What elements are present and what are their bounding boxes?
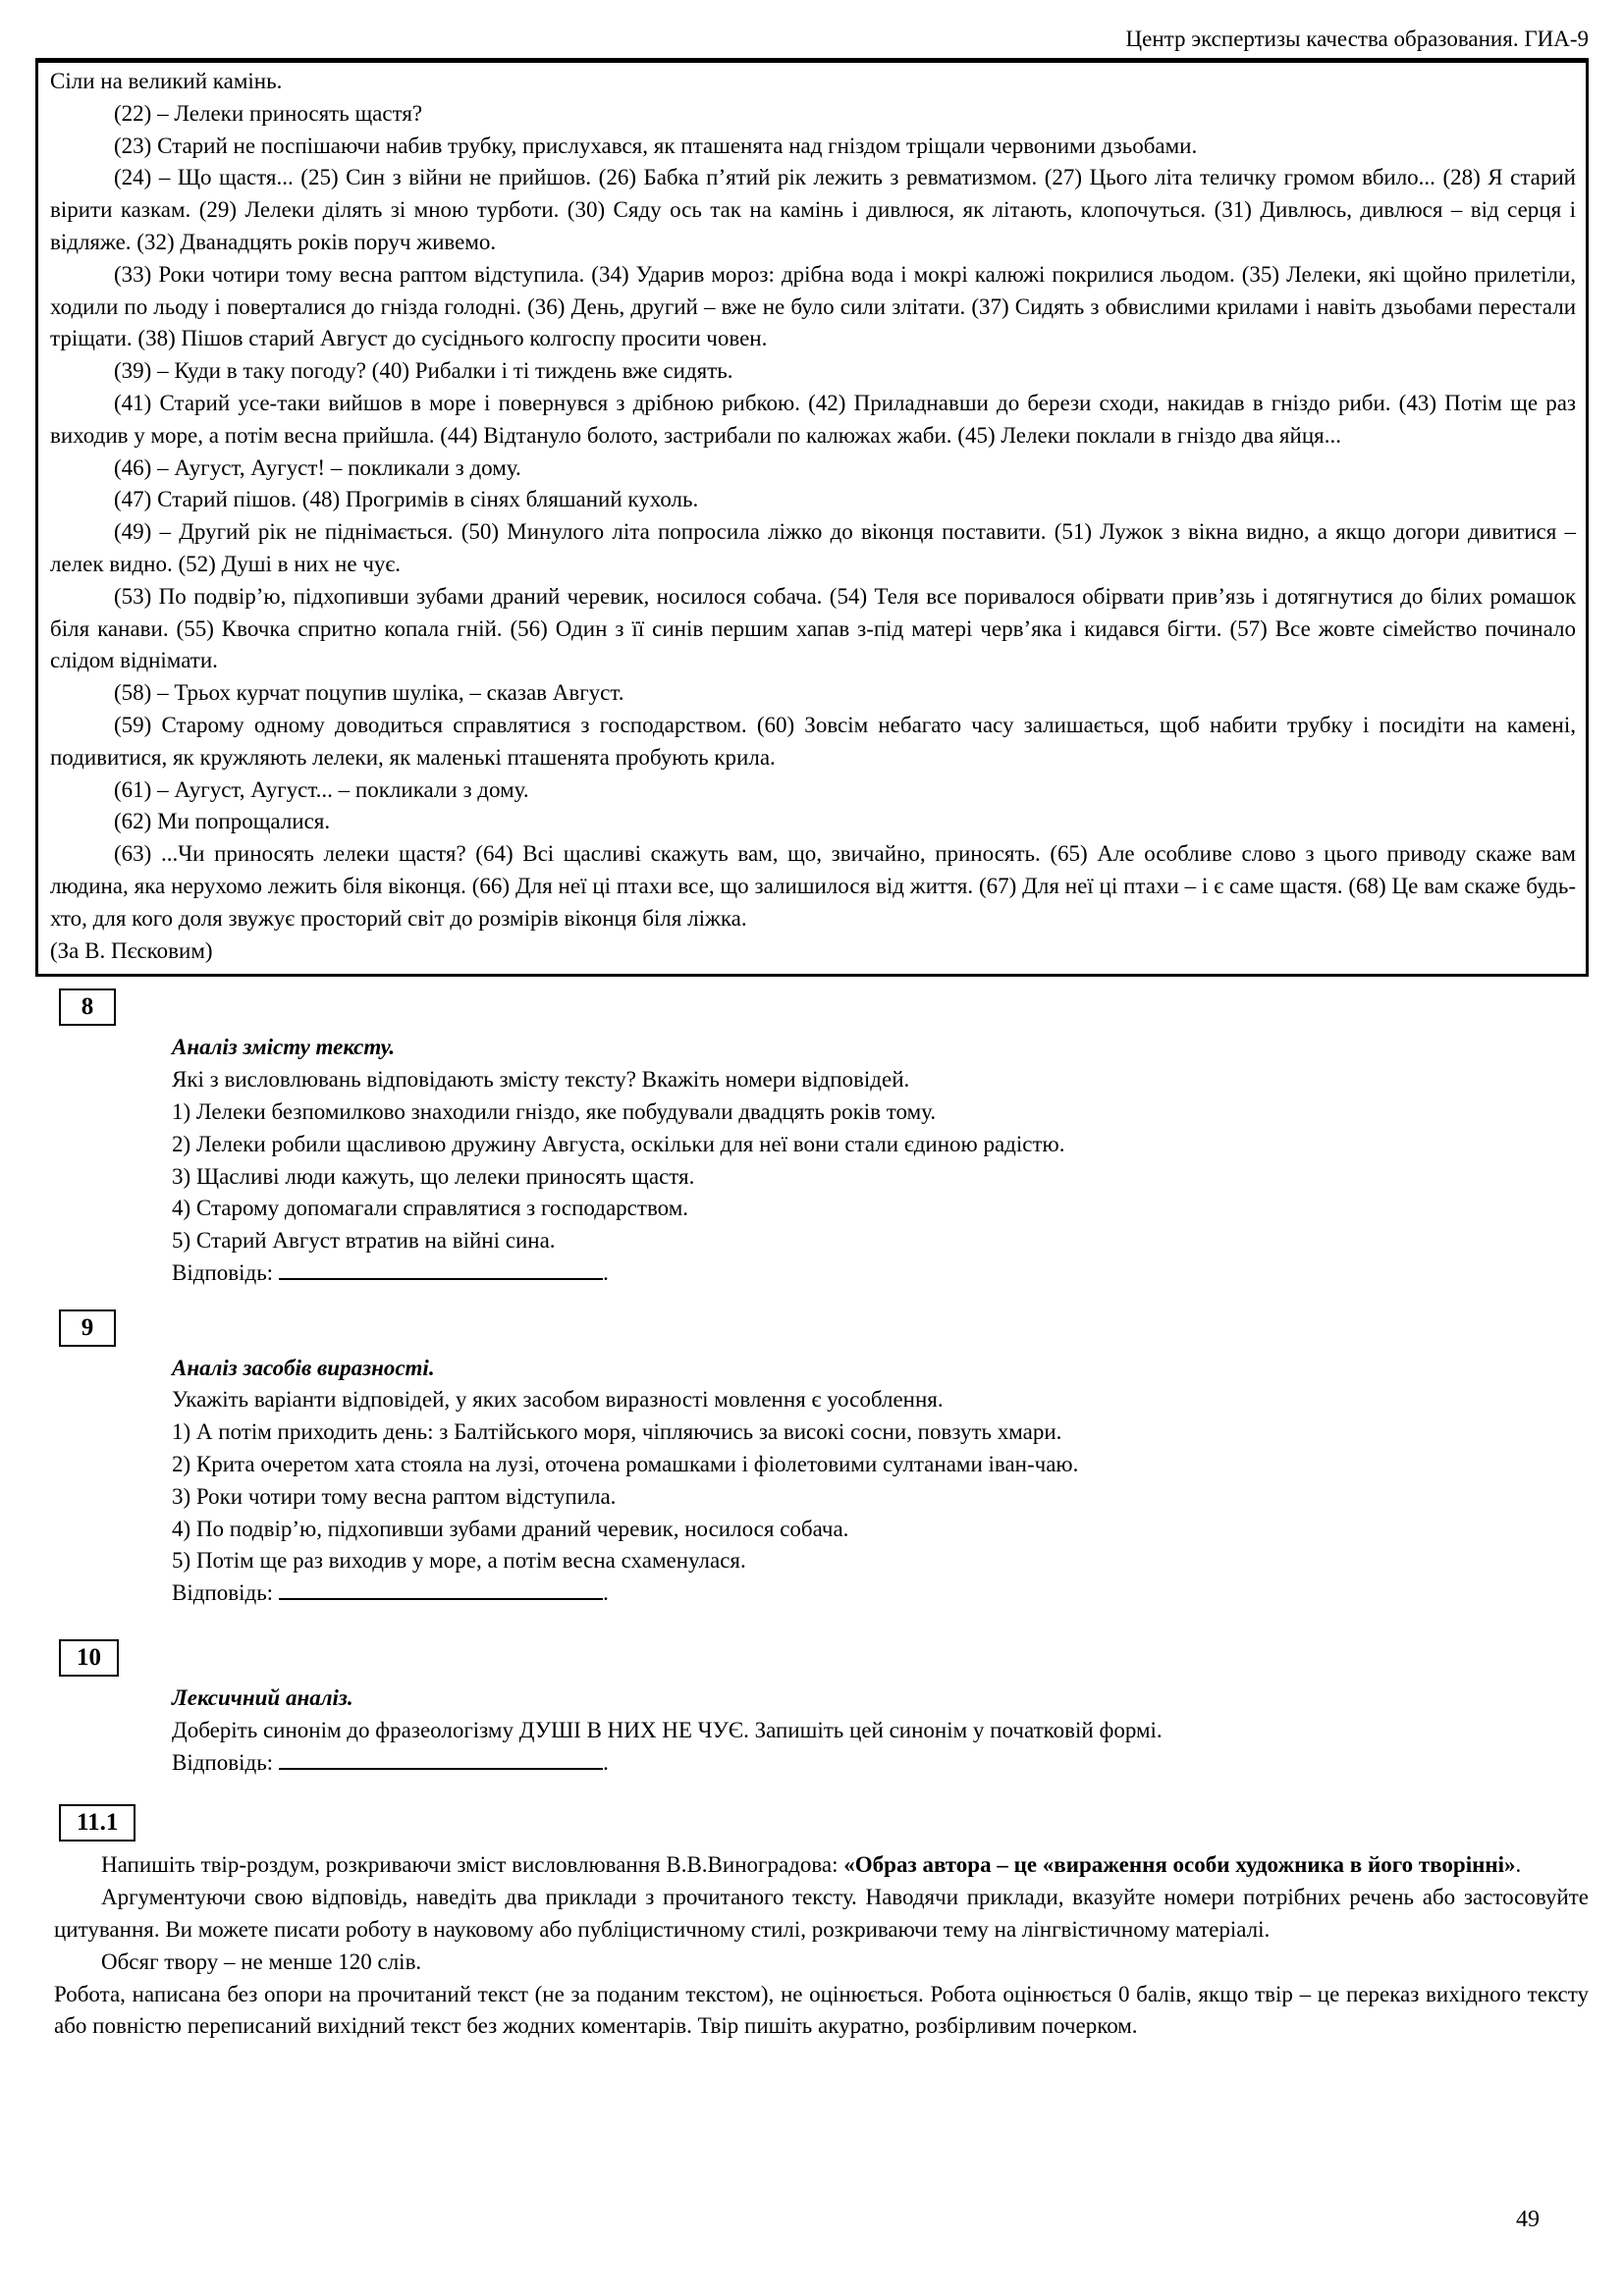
passage-paragraph: (61) – Аугуст, Аугуст... – покликали з дому.	[114, 776, 529, 802]
question-options	[172, 1416, 1589, 1577]
question-body	[172, 1682, 1589, 1779]
question-title: Лексичний аналіз.	[172, 1685, 353, 1711]
question-number: 11.1	[77, 1809, 119, 1837]
passage-paragraph: (58) – Трьох курчат поцупив шуліка, – сказав Август.	[114, 680, 624, 706]
answer-label: Відповідь:	[172, 1259, 274, 1285]
answer-blank	[279, 1584, 603, 1600]
passage-paragraph: (41) Старий усе-таки вийшов в море і повернувся з дрібною рибкою. (42) Приладнавши до берези сходи, накидав в гніздо риби. (43) Потім ще раз виходив у море, а потім весна прийшла. (44) Відтануло болото, застрибали по калюжах жаби. (45) Лелеки поклали в гніздо два яйця...	[50, 390, 1576, 448]
question-10-section	[35, 1639, 1589, 1779]
document-header: Центр экспертизы качества образования. ГИА-9	[1125, 27, 1589, 51]
essay-paragraph: Робота, написана без опори на прочитаний текст (не за поданим текстом), не оцінюється. Робота оцінюється 0 балів, якщо твір – це переказ вихідного тексту або повністю переписаний вихідний текст без жодних коментарів. Твір пишіть акуратно, розбірливим почерком.	[54, 1981, 1589, 2039]
passage-paragraph: (49) – Другий рік не піднімається. (50) Минулого літа попросила ліжко до віконця поставити. (51) Лужок з вікна видно, а якщо догори дивитися – лелек видно. (52) Душі в них не чує.	[50, 519, 1576, 576]
essay-intro-paragraph	[54, 1849, 1589, 1882]
question-9-section	[35, 1309, 1589, 1610]
passage-paragraph: (46) – Аугуст, Аугуст! – покликали з дому.	[114, 454, 521, 480]
answer-period: .	[603, 1749, 609, 1775]
essay-paragraphs	[54, 1882, 1589, 2043]
answer-label: Відповідь:	[172, 1580, 274, 1606]
essay-intro-text: Напишіть твір-роздум, розкриваючи зміст висловлювання В.В.Виноградова:	[101, 1852, 844, 1878]
answer-option: 2) Лелеки робили щасливою дружину Августа, оскільки для неї вони стали єдиною радістю.	[172, 1131, 1065, 1156]
essay-body	[54, 1849, 1589, 2043]
passage-paragraph: Сіли на великий камінь.	[50, 69, 283, 93]
question-number: 9	[81, 1313, 94, 1341]
essay-intro-quote: «Образ автора – це «вираження особи художника в його творінні»	[843, 1852, 1516, 1878]
answer-label: Відповідь:	[172, 1749, 274, 1775]
passage-paragraph: (23) Старий не поспішаючи набив трубку, прислухався, як пташенята над гніздом тріщали червоними дзьобами.	[114, 133, 1198, 158]
answer-option: 3) Роки чотири тому весна раптом відступила.	[172, 1483, 617, 1509]
passage-paragraph: (47) Старий пішов. (48) Прогримів в сінях бляшаний кухоль.	[114, 487, 699, 512]
answer-option: 5) Потім ще раз виходив у море, а потім весна схаменулася.	[172, 1548, 746, 1574]
question-number-box	[59, 988, 116, 1026]
question-number-box	[59, 1639, 119, 1677]
question-number-box	[59, 1309, 116, 1347]
answer-blank	[279, 1754, 603, 1770]
passage-paragraph: (62) Ми попрощалися.	[114, 809, 331, 834]
question-body	[172, 1032, 1589, 1289]
answer-option: 2) Крита очеретом хата стояла на лузі, оточена ромашками і фіолетовими султанами іван-чаю.	[172, 1452, 1079, 1477]
question-title: Аналіз змісту тексту.	[172, 1035, 396, 1060]
passage-paragraph: (22) – Лелеки приносять щастя?	[114, 100, 423, 126]
answer-option: 1) А потім приходить день: з Балтійського моря, чіпляючись за високі сосни, повзуть хмари.	[172, 1419, 1062, 1445]
question-options	[172, 1096, 1589, 1257]
passage-box	[35, 58, 1589, 977]
answer-line	[172, 1257, 1589, 1290]
answer-period: .	[603, 1259, 609, 1285]
question-title: Аналіз засобів виразності.	[172, 1355, 435, 1380]
question-prompt: Укажіть варіанти відповідей, у яких засобом виразності мовлення є уособлення.	[172, 1387, 944, 1413]
question-number-box	[59, 1804, 135, 1842]
answer-blank	[279, 1264, 603, 1280]
essay-intro-period: .	[1515, 1852, 1522, 1878]
passage-paragraph: (39) – Куди в таку погоду? (40) Рибалки і ті тиждень вже сидять.	[114, 358, 733, 384]
question-8-section	[35, 988, 1589, 1289]
passage-text	[50, 66, 1576, 967]
passage-paragraph: (33) Роки чотири тому весна раптом відступила. (34) Ударив мороз: дрібна вода і мокрі калюжі покрилися льодом. (35) Лелеки, які щойно прилетіли, ходили по льоду і поверталися до гнізда голодні. (36) День, другий – вже не було сили злітати. (37) Сидять з обвислими крилами і навіть дзьобами перестали тріщати. (38) Пішов старий Август до сусіднього колгоспу просити човен.	[50, 261, 1576, 351]
question-prompt: Які з висловлювань відповідають змісту тексту? Вкажіть номери відповідей.	[172, 1067, 910, 1093]
page-number: 49	[1516, 2207, 1540, 2232]
answer-option: 5) Старий Август втратив на війні сина.	[172, 1228, 556, 1254]
passage-paragraph: (63) ...Чи приносять лелеки щастя? (64) Всі щасливі скажуть вам, що, звичайно, приносять. (65) Але особливе слово з цього приводу скаже вам людина, яка нерухомо лежить біля віконця. (66) Для неї ці птахи все, що залишилося від життя. (67) Для неї ці птахи – і є саме щастя. (68) Це вам скаже будь-хто, для кого доля звужує просторий світ до розмірів віконця біля ліжка.	[50, 841, 1576, 931]
essay-paragraph: Обсяг твору – не менше 120 слів.	[101, 1949, 422, 1974]
question-prompt: Доберіть синонім до фразеологізму ДУШІ В НИХ НЕ ЧУЄ. Запишіть цей синонім у початковій формі.	[172, 1717, 1163, 1742]
question-number: 10	[77, 1644, 101, 1672]
passage-paragraph: (24) – Що щастя... (25) Син з війни не прийшов. (26) Бабка п’ятий рік лежить з ревматизмом. (27) Цього літа теличку громом вбило... (28) Я старий вірити казкам. (29) Лелеки ділять зі мною турботи. (30) Сяду ось так на камінь і дивлюся, як літають, клопочуться. (31) Дивлюсь, дивлюся – від серця і відляже. (32) Дванадцять років поруч живемо.	[50, 165, 1576, 254]
answer-option: 3) Щасливі люди кажуть, що лелеки приносять щастя.	[172, 1163, 695, 1189]
answer-option: 4) Старому допомагали справлятися з господарством.	[172, 1196, 689, 1221]
question-body	[172, 1353, 1589, 1610]
answer-period: .	[603, 1580, 609, 1606]
question-number: 8	[81, 993, 94, 1021]
essay-paragraph: Аргументуючи свою відповідь, наведіть два приклади з прочитаного тексту. Наводячи приклади, вказуйте номери потрібних речень або застосовуйте цитування. Ви можете писати роботу в науковому або публіцистичному стилі, розкриваючи тему на лінгвістичному матеріалі.	[54, 1885, 1589, 1943]
answer-line	[172, 1577, 1589, 1610]
answer-option: 4) По подвір’ю, підхопивши зубами драний черевик, носилося собача.	[172, 1516, 849, 1541]
answer-line	[172, 1747, 1589, 1780]
question-11-1-section	[35, 1804, 1589, 2043]
passage-paragraph: (59) Старому одному доводиться справлятися з господарством. (60) Зовсім небагато часу залишається, щоб набити трубку і посидіти на камені, подивитися, як кружляють лелеки, як маленькі пташенята пробують крила.	[50, 712, 1576, 770]
passage-paragraph: (53) По подвір’ю, підхопивши зубами драний черевик, носилося собача. (54) Теля все поривалося обірвати прив’язь і дотягнутися до білих ромашок біля канави. (55) Квочка спритно копала гній. (56) Один з її синів першим хапав з-під матері черв’яка і кидався бігти. (57) Все жовте сімейство починало слідом віднімати.	[50, 583, 1576, 673]
answer-option: 1) Лелеки безпомилково знаходили гніздо, яке побудували двадцять років тому.	[172, 1098, 937, 1124]
passage-paragraph: (За В. Пєсковим)	[50, 937, 213, 963]
